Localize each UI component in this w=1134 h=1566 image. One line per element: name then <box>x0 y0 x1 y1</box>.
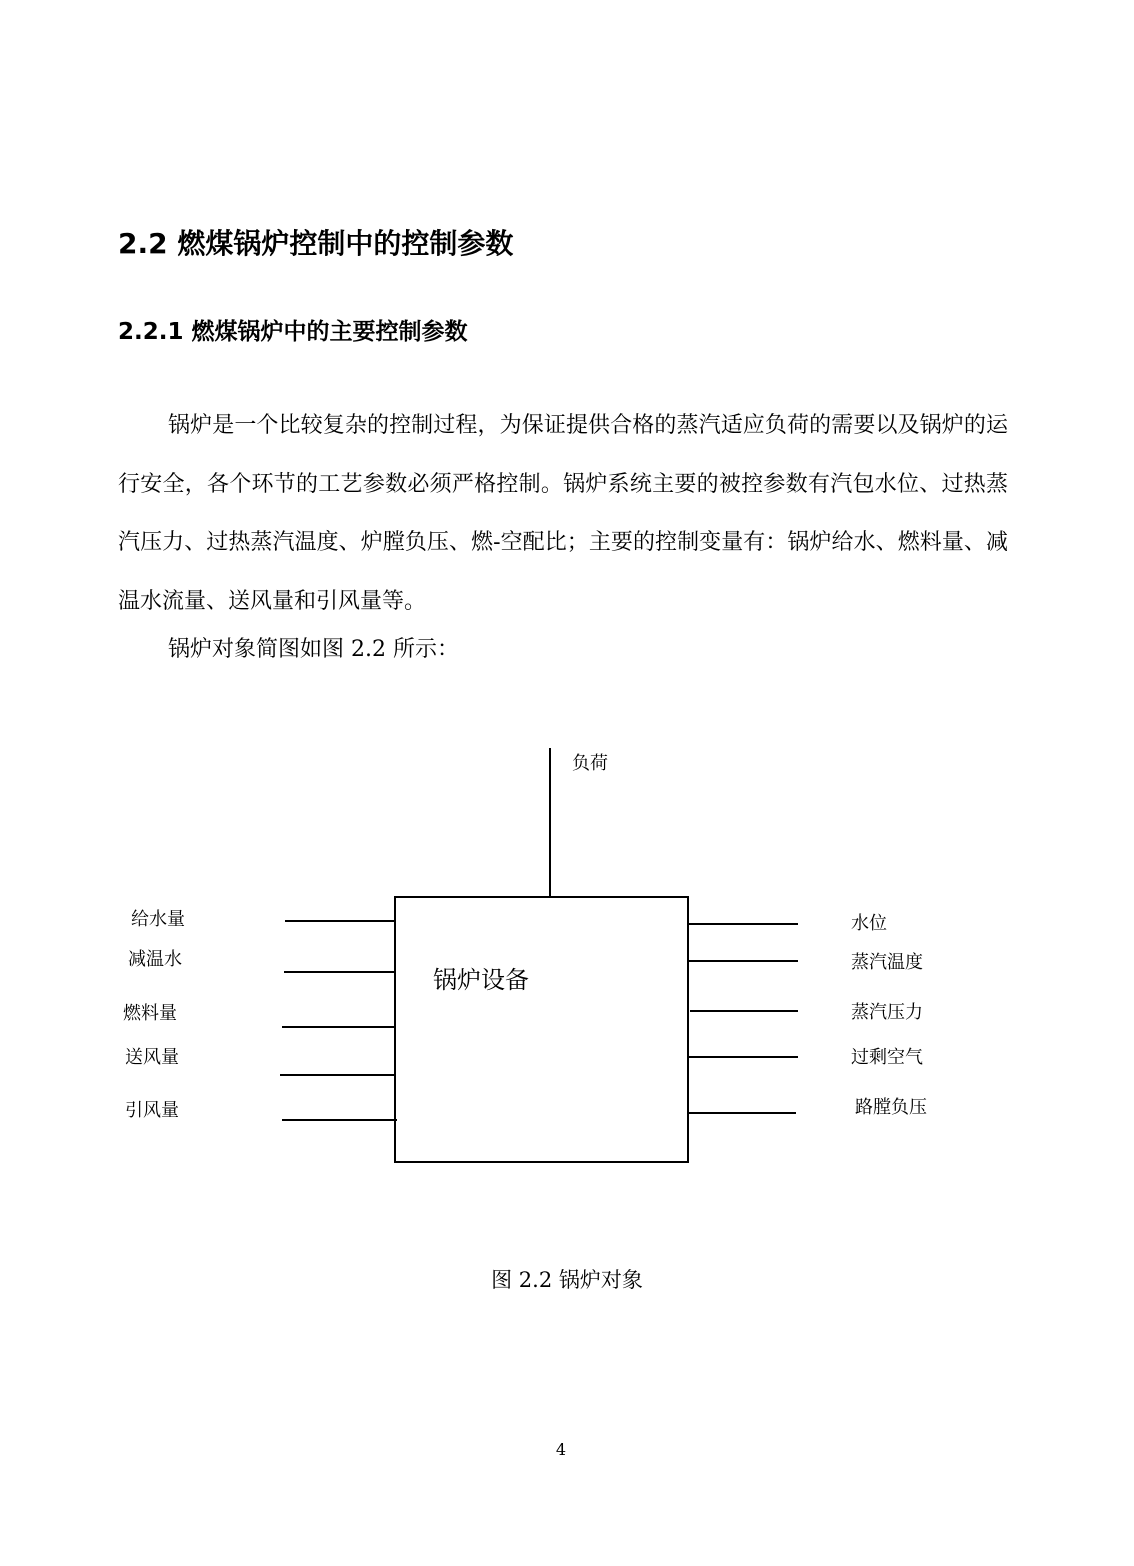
input-label: 引风量 <box>125 1100 179 1121</box>
output-label: 蒸汽压力 <box>851 1002 923 1023</box>
output-label: 路膛负压 <box>855 1097 927 1118</box>
boiler-box-label: 锅炉设备 <box>433 966 529 994</box>
boiler-box <box>395 897 688 1162</box>
subsection-heading: 2.2.1 燃煤锅炉中的主要控制参数 <box>118 319 468 345</box>
figure-caption: 图 2.2 锅炉对象 <box>491 1268 643 1292</box>
page-number: 4 <box>555 1440 567 1459</box>
input-label: 减温水 <box>128 949 182 970</box>
figure-intro-paragraph: 锅炉对象简图如图 2.2 所示： <box>168 637 459 662</box>
output-label: 过剩空气 <box>851 1047 923 1068</box>
input-label: 燃料量 <box>123 1003 177 1024</box>
output-label: 蒸汽温度 <box>851 952 923 973</box>
load-label: 负荷 <box>572 753 608 774</box>
body-paragraph: 锅炉是一个比较复杂的控制过程，为保证提供合格的蒸汽适应负荷的需要以及锅炉的运行安全，各个环节的工艺参数必须严格控制。锅炉系统主要的被控参数有汽包水位、过热蒸汽压力、过热蒸汽温度、炉膛负压、燃-空配比；主要的控制变量有：锅炉给水、燃料量、减温水流量、送风量和引风量等。 <box>118 413 1008 614</box>
output-label: 水位 <box>851 913 887 934</box>
input-label: 送风量 <box>125 1047 179 1068</box>
input-label: 给水量 <box>131 909 185 930</box>
section-heading: 2.2 燃煤锅炉控制中的控制参数 <box>118 227 514 260</box>
